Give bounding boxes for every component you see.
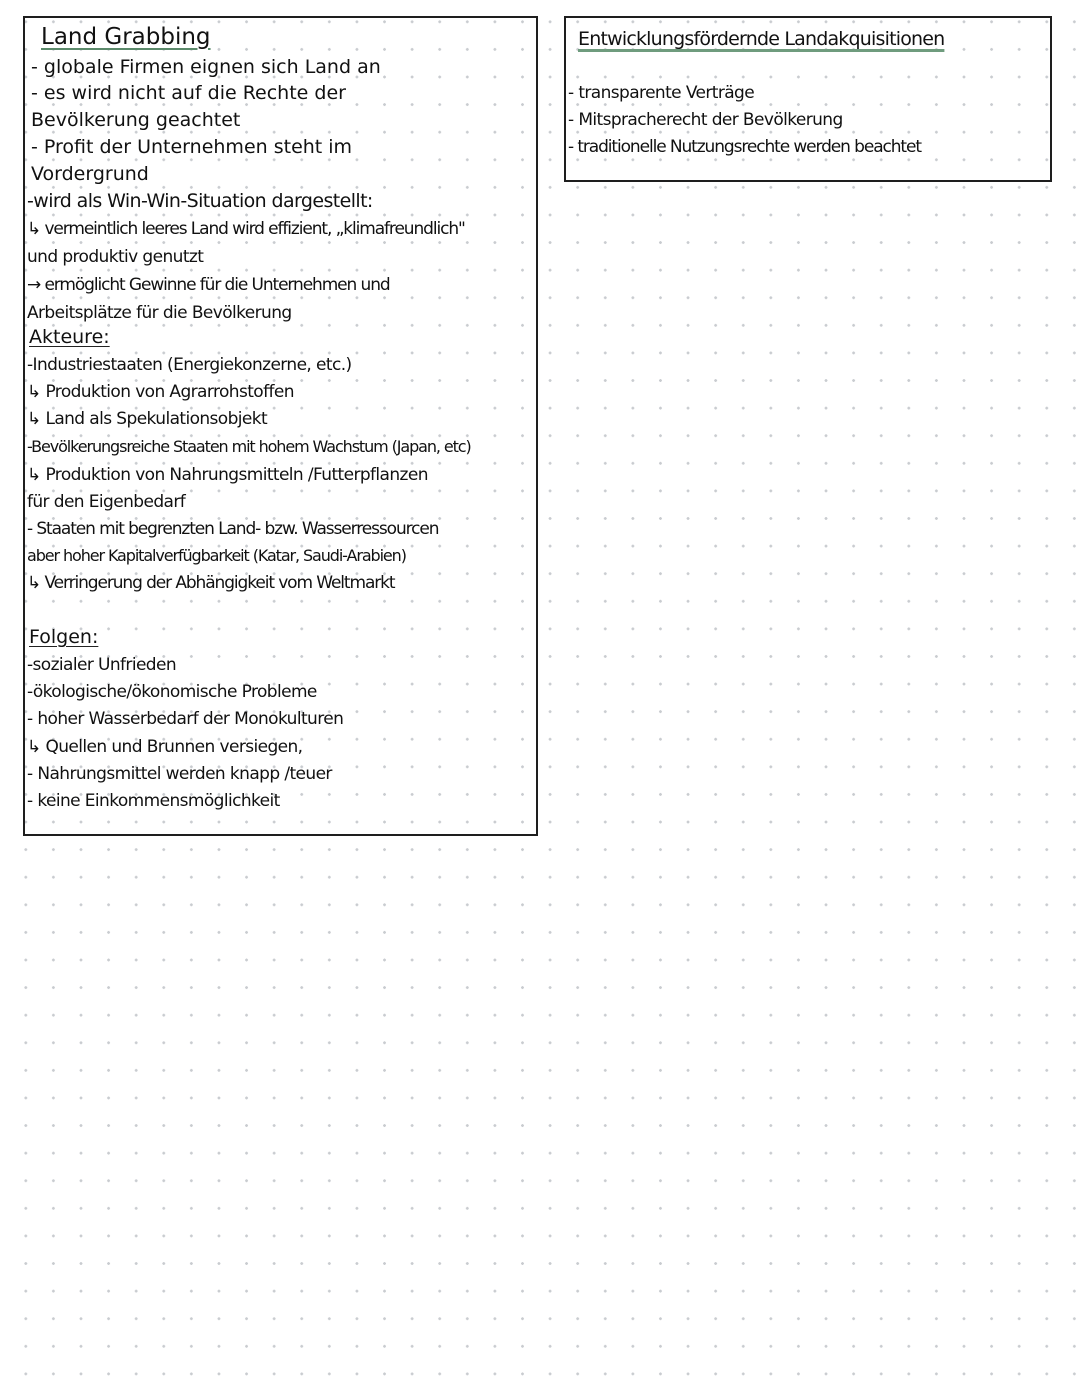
note-line: - traditionelle Nutzungsrechte werden beachtet — [568, 137, 921, 157]
note-line: → ermöglicht Gewinne für die Unternehmen und — [27, 275, 390, 295]
note-line: -Bevölkerungsreiche Staaten mit hohem Wachstum (Japan, etc) — [27, 437, 471, 456]
note-line: ↳ Verringerung der Abhängigkeit vom Weltmarkt — [27, 573, 395, 593]
note-line: für den Eigenbedarf — [27, 492, 186, 512]
land-grabbing-box — [23, 16, 538, 836]
note-line: - hoher Wasserbedarf der Monokulturen — [27, 709, 344, 729]
note-line: Arbeitsplätze für die Bevölkerung — [27, 303, 292, 323]
landakquisitionen-box — [564, 16, 1052, 182]
note-line: -Industriestaaten (Energiekonzerne, etc.) — [27, 355, 352, 375]
note-line: und produktiv genutzt — [27, 247, 204, 267]
note-line: ↳ Quellen und Brunnen versiegen, — [27, 737, 303, 757]
note-line: aber hoher Kapitalverfügbarkeit (Katar, Saudi-Arabien) — [27, 546, 406, 565]
note-line: -wird als Win-Win-Situation dargestellt: — [27, 190, 373, 212]
note-line: Vordergrund — [31, 163, 149, 185]
folgen-heading: Folgen: — [29, 626, 99, 648]
note-line: ↳ Land als Spekulationsobjekt — [27, 409, 268, 429]
note-line: - es wird nicht auf die Rechte der — [31, 82, 346, 104]
note-line: - transparente Verträge — [568, 83, 755, 103]
note-line: ↳ Produktion von Nahrungsmitteln /Futterpflanzen — [27, 465, 428, 485]
note-line: ↳ Produktion von Agrarrohstoffen — [27, 382, 294, 402]
land-grabbing-title: Land Grabbing — [41, 24, 211, 50]
note-line: - keine Einkommensmöglichkeit — [27, 791, 280, 811]
note-line: - Staaten mit begrenzten Land- bzw. Wasserressourcen — [27, 519, 439, 539]
akteure-heading: Akteure: — [29, 326, 110, 348]
note-line: -sozialer Unfrieden — [27, 655, 177, 675]
note-line: Bevölkerung geachtet — [31, 109, 241, 131]
note-line: - Nahrungsmittel werden knapp /teuer — [27, 764, 332, 784]
note-line: ↳ vermeintlich leeres Land wird effizient, „klimafreundlich" — [27, 219, 465, 239]
landakquisitionen-title: Entwicklungsfördernde Landakquisitionen — [578, 28, 945, 50]
note-line: - Mitspracherecht der Bevölkerung — [568, 110, 843, 130]
note-line: - globale Firmen eignen sich Land an — [31, 56, 381, 78]
note-line: - Profit der Unternehmen steht im — [31, 136, 353, 158]
note-line: -ökologische/ökonomische Probleme — [27, 682, 317, 702]
